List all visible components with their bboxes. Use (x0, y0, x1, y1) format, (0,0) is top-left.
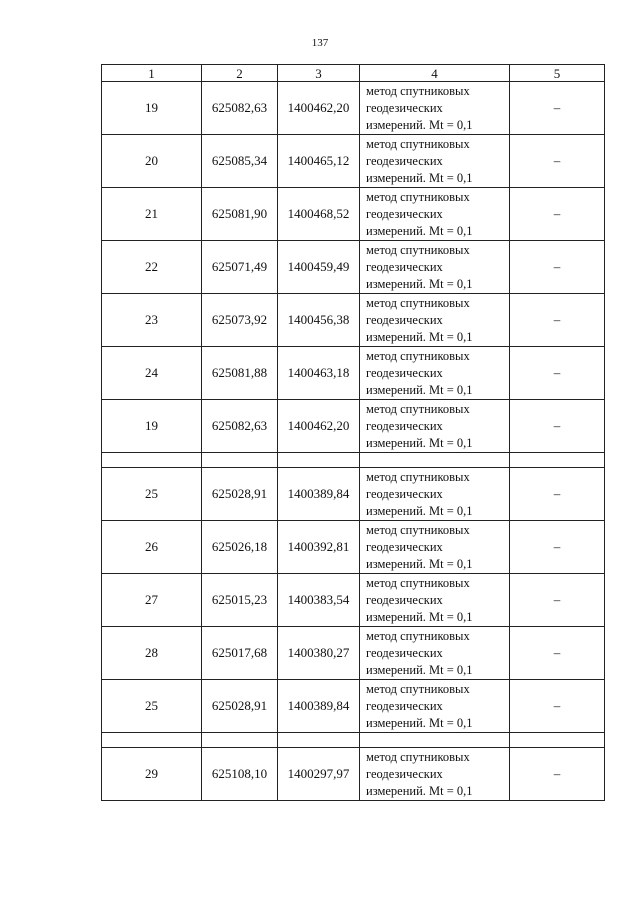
method-cell: метод спутниковых геодезических измерений. Mt = 0,1 (360, 627, 510, 680)
method-cell: метод спутниковых геодезических измерений. Mt = 0,1 (360, 748, 510, 801)
separator-cell (510, 453, 605, 468)
method-cell: метод спутниковых геодезических измерений. Mt = 0,1 (360, 135, 510, 188)
table-row (102, 347, 605, 400)
point-number-cell: 21 (102, 188, 202, 241)
separator-row (102, 453, 605, 468)
table-body (102, 65, 605, 801)
point-number-cell: 23 (102, 294, 202, 347)
separator-cell (202, 733, 278, 748)
y-coordinate-cell: 1400468,52 (278, 188, 360, 241)
point-number-cell: 22 (102, 241, 202, 294)
y-coordinate-cell: 1400297,97 (278, 748, 360, 801)
y-coordinate-cell: 1400383,54 (278, 574, 360, 627)
x-coordinate-cell: 625015,23 (202, 574, 278, 627)
table-row (102, 521, 605, 574)
table-row (102, 574, 605, 627)
point-number-cell: 29 (102, 748, 202, 801)
table-row (102, 627, 605, 680)
method-cell: метод спутниковых геодезических измерений. Mt = 0,1 (360, 521, 510, 574)
table-row (102, 680, 605, 733)
point-number-cell: 19 (102, 82, 202, 135)
point-number-cell: 27 (102, 574, 202, 627)
separator-row (102, 733, 605, 748)
point-number-cell: 24 (102, 347, 202, 400)
column-header-4: 4 (360, 65, 510, 82)
y-coordinate-cell: 1400389,84 (278, 468, 360, 521)
x-coordinate-cell: 625026,18 (202, 521, 278, 574)
separator-cell (278, 733, 360, 748)
table-row (102, 748, 605, 801)
table-row (102, 294, 605, 347)
y-coordinate-cell: 1400380,27 (278, 627, 360, 680)
table-header-row (102, 65, 605, 82)
separator-cell (278, 453, 360, 468)
y-coordinate-cell: 1400462,20 (278, 82, 360, 135)
separator-cell (202, 453, 278, 468)
table-row (102, 241, 605, 294)
note-cell: – (510, 135, 605, 188)
point-number-cell: 28 (102, 627, 202, 680)
x-coordinate-cell: 625017,68 (202, 627, 278, 680)
method-cell: метод спутниковых геодезических измерений. Mt = 0,1 (360, 468, 510, 521)
method-cell: метод спутниковых геодезических измерений. Mt = 0,1 (360, 241, 510, 294)
separator-cell (102, 453, 202, 468)
x-coordinate-cell: 625082,63 (202, 400, 278, 453)
x-coordinate-cell: 625081,90 (202, 188, 278, 241)
coordinates-table (101, 64, 605, 801)
point-number-cell: 19 (102, 400, 202, 453)
table-row (102, 400, 605, 453)
y-coordinate-cell: 1400456,38 (278, 294, 360, 347)
method-cell: метод спутниковых геодезических измерений. Mt = 0,1 (360, 680, 510, 733)
column-header-1: 1 (102, 65, 202, 82)
note-cell: – (510, 574, 605, 627)
page-number: 137 (311, 37, 329, 49)
y-coordinate-cell: 1400465,12 (278, 135, 360, 188)
y-coordinate-cell: 1400392,81 (278, 521, 360, 574)
table-row (102, 188, 605, 241)
x-coordinate-cell: 625081,88 (202, 347, 278, 400)
note-cell: – (510, 82, 605, 135)
note-cell: – (510, 400, 605, 453)
table-row (102, 135, 605, 188)
method-cell: метод спутниковых геодезических измерений. Mt = 0,1 (360, 347, 510, 400)
column-header-5: 5 (510, 65, 605, 82)
table-row (102, 82, 605, 135)
x-coordinate-cell: 625028,91 (202, 680, 278, 733)
separator-cell (360, 733, 510, 748)
x-coordinate-cell: 625085,34 (202, 135, 278, 188)
method-cell: метод спутниковых геодезических измерений. Mt = 0,1 (360, 400, 510, 453)
column-header-3: 3 (278, 65, 360, 82)
x-coordinate-cell: 625108,10 (202, 748, 278, 801)
x-coordinate-cell: 625082,63 (202, 82, 278, 135)
method-cell: метод спутниковых геодезических измерений. Mt = 0,1 (360, 188, 510, 241)
note-cell: – (510, 627, 605, 680)
separator-cell (360, 453, 510, 468)
y-coordinate-cell: 1400459,49 (278, 241, 360, 294)
note-cell: – (510, 680, 605, 733)
note-cell: – (510, 748, 605, 801)
method-cell: метод спутниковых геодезических измерений. Mt = 0,1 (360, 574, 510, 627)
note-cell: – (510, 521, 605, 574)
note-cell: – (510, 241, 605, 294)
x-coordinate-cell: 625073,92 (202, 294, 278, 347)
point-number-cell: 25 (102, 468, 202, 521)
note-cell: – (510, 294, 605, 347)
y-coordinate-cell: 1400463,18 (278, 347, 360, 400)
y-coordinate-cell: 1400389,84 (278, 680, 360, 733)
separator-cell (102, 733, 202, 748)
method-cell: метод спутниковых геодезических измерений. Mt = 0,1 (360, 294, 510, 347)
note-cell: – (510, 347, 605, 400)
x-coordinate-cell: 625028,91 (202, 468, 278, 521)
x-coordinate-cell: 625071,49 (202, 241, 278, 294)
method-cell: метод спутниковых геодезических измерений. Mt = 0,1 (360, 82, 510, 135)
note-cell: – (510, 188, 605, 241)
column-header-2: 2 (202, 65, 278, 82)
note-cell: – (510, 468, 605, 521)
separator-cell (510, 733, 605, 748)
table-row (102, 468, 605, 521)
point-number-cell: 26 (102, 521, 202, 574)
y-coordinate-cell: 1400462,20 (278, 400, 360, 453)
point-number-cell: 20 (102, 135, 202, 188)
point-number-cell: 25 (102, 680, 202, 733)
